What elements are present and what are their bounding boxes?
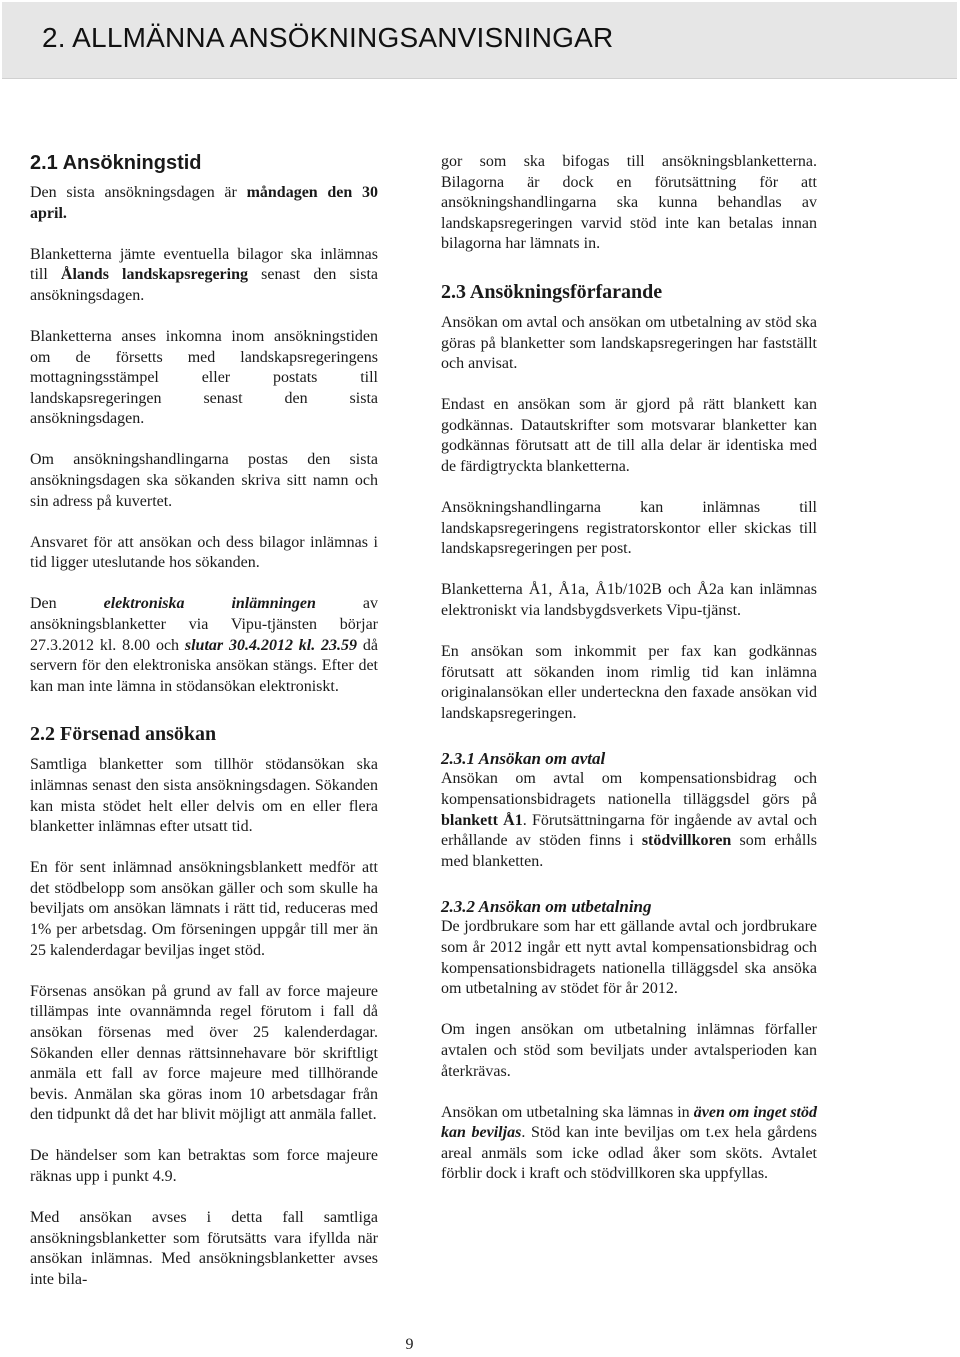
paragraph: De jordbrukare som har ett gällande avtal och jordbrukare som år 2012 ingår ett nytt avtal kompensationsbidrag och kompensationsbidragets nationella tilläggsdel ska ansöka om utbetalning av stödet för år 2012. — [441, 918, 817, 998]
paragraph: Blanketterna anses inkomna inom ansökningstiden om de försetts med landskapsregeringens mottagningsstämpel eller postats till landskapsregeringen senast den sista ansökningsdagen. — [30, 327, 378, 428]
paragraph: Blanketterna Å1, Å1a, Å1b/102B och Å2a kan inlämnas elektroniskt via landsbygdsverkets Vipu-tjänst. — [441, 581, 817, 619]
chapter-header-bar — [2, 2, 957, 79]
paragraph: gor som ska bifogas till ansökningsblanketterna. Bilagorna är dock en förutsättning för att ansökningshandlingarna ska kunna behandlas av landskapsregeringen varvid stöd inte kan betalas innan bilagorna har lämnats in. — [441, 153, 817, 253]
paragraph: Ansökningshandlingarna kan inlämnas till landskapsregeringens registratorskontor eller skickas till landskapsregeringen per post. — [441, 499, 817, 558]
paragraph: Samtliga blanketter som tillhör stödansökan ska inlämnas senast den sista ansökningsdagen. Sökanden kan mista stödet helt eller delvis om en eller flera blanketter inlämnas efter utsatt tid. — [30, 756, 378, 836]
paragraph: Om ansökningshandlingarna postas den sista ansökningsdagen ska sökanden skriva sitt namn och sin adress på kuvertet. — [30, 451, 378, 510]
right-column — [441, 152, 817, 1205]
section-heading-2-3-2: 2.3.2 Ansökan om utbetalning — [441, 897, 652, 917]
paragraph: Med ansökan avses i detta fall samtliga ansökningsblanketter som förutsätts vara ifyllda när ansökan inlämnas. Med ansökningsblanketter avses inte bila- — [30, 1209, 378, 1288]
paragraph: En ansökan som inkommit per fax kan godkännas förutsatt att sökanden inom rimlig tid kan inlämna originalansökan eller underteckna den faxade ansökan vid landskapsregeringen. — [441, 643, 817, 722]
paragraph: Ansökan om avtal och ansökan om utbetalning av stöd ska göras på blanketter som landskapsregeringen har fastställt och anvisat. — [441, 313, 817, 373]
paragraph: Den sista ansökningsdagen är måndagen den 30 april. — [30, 184, 378, 222]
paragraph: Den elektroniska inlämningen av ansökningsblanketter via Vipu-tjänsten börjar 27.3.2012 kl. 8.00 och slutar 30.4.2012 kl. 23.59 då servern för den elektroniska ansökan stängs. Efter det kan man inte lämna in stödansökan elektroniskt. — [30, 595, 378, 695]
paragraph: De händelser som kan betraktas som force majeure räknas upp i punkt 4.9. — [30, 1147, 378, 1185]
page-number: 9 — [405, 1336, 414, 1353]
chapter-title: 2. ALLMÄNNA ANSÖKNINGSANVISNINGAR — [42, 22, 614, 53]
section-heading-2-1: 2.1 Ansökningstid — [30, 152, 202, 174]
paragraph: Blanketterna jämte eventuella bilagor ska inlämnas till Ålands landskapsregering senast den sista ansökningsdagen. — [30, 245, 378, 304]
section-heading-2-2: 2.2 Försenad ansökan — [30, 723, 217, 746]
paragraph: Försenas ansökan på grund av fall av force majeure tillämpas inte ovannämnda regel förutom i fall då ansökan försenas med över 25 kalenderdagar. Sökanden eller dennas rättsinnehavare bör skriftligt anmäla ett fall av force majeure med tillhörande bevis. Anmälan ska göras inom 10 arbetsdagar från den tidpunkt då det har blivit möjligt att anmäla fallet. — [30, 982, 378, 1124]
paragraph: En för sent inlämnad ansökningsblankett medför att det stödbelopp som ansökan gäller och som skulle ha beviljats om ansökan lämnats i rätt tid, reduceras med 1% per arbetsdag. Om förseningen uppgår till mer än 25 kalenderdagar beviljas inget stöd. — [30, 859, 378, 959]
paragraph: Ansökan om utbetalning ska lämnas in även om inget stöd kan beviljas. Stöd kan inte beviljas om t.ex hela gårdens areal anmäls som icke odlad åker som sköts. Avtalet förblir dock i kraft och stödvillkoren ska uppfyllas. — [441, 1103, 818, 1183]
section-heading-2-3-1: 2.3.1 Ansökan om avtal — [441, 749, 606, 769]
left-column — [30, 150, 378, 1311]
section-heading-2-3: 2.3 Ansökningsförfarande — [441, 280, 663, 303]
paragraph: Ansvaret för att ansökan och dess bilagor inlämnas i tid ligger uteslutande hos sökanden. — [30, 533, 378, 572]
paragraph: Om ingen ansökan om utbetalning inlämnas förfaller avtalen och stöd som beviljats under avtalsperioden kan återkrävas. — [441, 1021, 817, 1080]
paragraph: Endast en ansökan som är gjord på rätt blankett kan godkännas. Datautskrifter som motsvarar blanketter kan godkännas förutsatt att de till alla delar är identiska med de färdigtryckta blanketterna. — [441, 396, 817, 476]
paragraph: Ansökan om avtal om kompensationsbidrag och kompensationsbidragets nationella tilläggsdel görs på blankett Å1. Förutsättningarna för ingående av avtal och erhållande av stöden finns i stödvillkoren som erhålls med blanketten. — [441, 770, 817, 870]
